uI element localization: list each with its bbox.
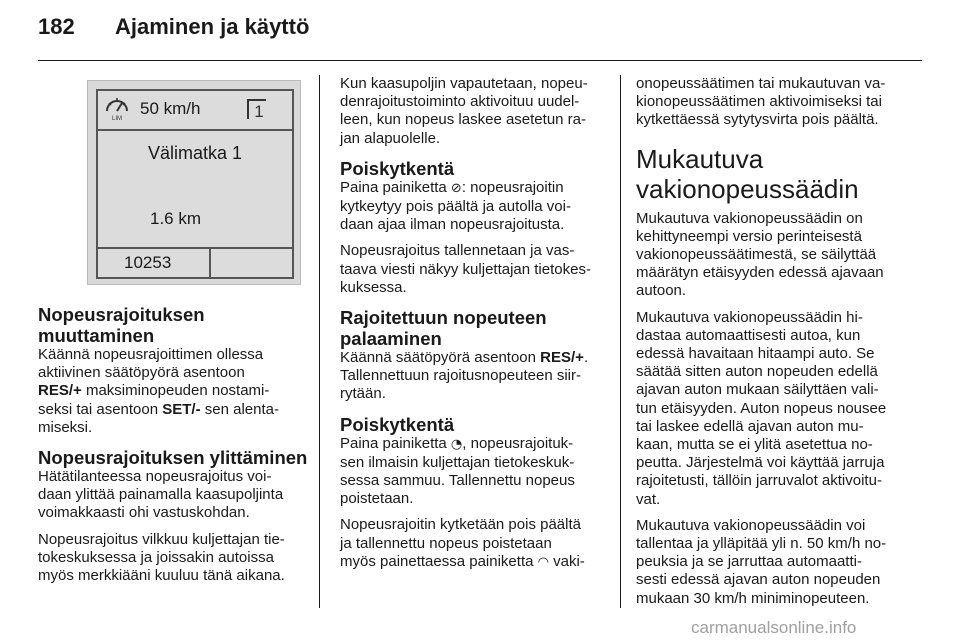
- heading-deactivation-2: Poiskytkentä: [340, 413, 455, 435]
- heading-deactivation-1: Poiskytkentä: [340, 157, 455, 179]
- trip-number-icon: [246, 97, 268, 121]
- display-divider-bottom: [98, 247, 292, 249]
- column-divider-1: [319, 75, 320, 608]
- speed-limiter-icon: [104, 95, 130, 121]
- limiter-off-icon: ⊘: [450, 180, 462, 196]
- paragraph-deactivation-2: Paina painiketta ◔, nopeusrajoituk- sen ilmaisin kuljettajan tietokeskuk- sessa sammuu. Tallennettu nopeus poistetaan.: [340, 434, 575, 508]
- driver-info-display-illustration: [87, 80, 301, 285]
- paragraph-limit-change: Käännä nopeusrajoittimen ollessa aktiivinen säätöpyörä asentoon RES/+ maksiminopeuden nostami- seksi tai asentoon SET/- sen alenta- miseksi.: [38, 346, 279, 436]
- page-number: 182: [38, 14, 75, 39]
- heading-adaptive-cruise: Mukautuva vakionopeussäädin: [636, 143, 859, 204]
- paragraph-deactivation-stored: Nopeusrajoitus tallennetaan ja vas- taava viesti näkyy kuljettajan tietokes- kuksessa.: [340, 242, 591, 296]
- heading-resume: Rajoitettuun nopeuteen palaaminen: [340, 307, 547, 350]
- paragraph-deactivation-1: Paina painiketta ⊘: nopeusrajoitin kytkeytyy pois päältä ja autolla voi- daan ajaa ilman nopeusrajoitusta.: [340, 178, 571, 234]
- watermark: carmanualsonline.info: [691, 618, 857, 637]
- display-speed: 50 km/h: [140, 99, 201, 118]
- column-3: [636, 75, 926, 616]
- paragraph-resume: Käännä säätöpyörä asentoon RES/+. Tallennettuun rajoitusnopeuteen siir- rytään.: [340, 349, 589, 403]
- paragraph-adaptive-2: Mukautuva vakionopeussäädin hi- dastaa automaattisesti autoa, kun edessä havaitaan hitaampi auto. Se säätää sitten auton nopeuden edellä ajavan auton mukaan säilyttäen vali- tun etäisyyden. Auton nopeus nousee tai laskee edellä ajavan auton mu- kaan, mutta se ei ylitä asetettua no- peutta. Järjestelmä voi käyttää jarruja rajoitetusti, tällöin jarruvalot aktivoitu- vat.: [636, 308, 887, 508]
- display-divider-vertical: [209, 249, 211, 279]
- display-screen: [96, 89, 294, 279]
- limiter-icon-label: LIM: [111, 116, 123, 121]
- paragraph-adaptive-1: Mukautuva vakionopeussäädin on kehittyneempi versio perinteisestä vakionopeussäätimestä, se säilyttää määrätyn etäisyyden edessä ajavaan autoon.: [636, 209, 884, 300]
- column-2: [340, 75, 612, 580]
- paragraph-reactivation: Kun kaasupoljin vapautetaan, nopeu- denrajoitustoiminto aktivoituu uudel- leen, kun nopeus laskee asetetun ra- jan alapuolelle.: [340, 75, 588, 147]
- heading-limit-exceed: Nopeusrajoituksen ylittäminen: [38, 447, 308, 469]
- heading-limit-change: Nopeusrajoituksen muuttaminen: [38, 304, 205, 346]
- display-divider-top: [98, 129, 292, 131]
- display-trip-value: 1.6 km: [150, 209, 202, 228]
- paragraph-exceed-2: Nopeusrajoitus vilkkuu kuljettajan tie- tokeskuksessa ja joissakin autoissa myös merkkiääni kuuluu tänä aikana.: [38, 530, 285, 585]
- paragraph-deactivation-cruise: Nopeusrajoitin kytketään pois päältä ja tallennettu nopeus poistetaan myös painettaessa painiketta ◠ vaki-: [340, 516, 585, 570]
- page-header: [0, 0, 960, 60]
- display-odometer: 10253: [124, 253, 172, 272]
- cruise-control-icon: ◠: [537, 554, 549, 570]
- trip-number: 1: [254, 102, 264, 121]
- column-divider-2: [620, 75, 621, 608]
- paragraph-continuation: onopeussäätimen tai mukautuvan va- kionopeussäätimen aktivoimiseksi tai kytkettäessä sytytysvirta pois päältä.: [636, 75, 886, 129]
- paragraph-adaptive-3: Mukautuva vakionopeussäädin voi tallentaa ja ylläpitää yli n. 50 km/h no- peuksia ja se jarruttaa automaatti- sesti edessä ajavan auton nopeuden mukaan 30 km/h miniminopeuteen.: [636, 516, 887, 607]
- display-trip-name: Välimatka 1: [147, 143, 243, 163]
- limiter-icon: ◔: [450, 436, 463, 452]
- page-title: Ajaminen ja käyttö: [115, 14, 310, 39]
- header-rule: [38, 60, 922, 61]
- paragraph-exceed-1: Hätätilanteessa nopeusrajoitus voi- daan ylittää painamalla kaasupoljinta voimakkaasti ohi vastuskohdan.: [38, 468, 284, 522]
- column-1: [38, 304, 308, 593]
